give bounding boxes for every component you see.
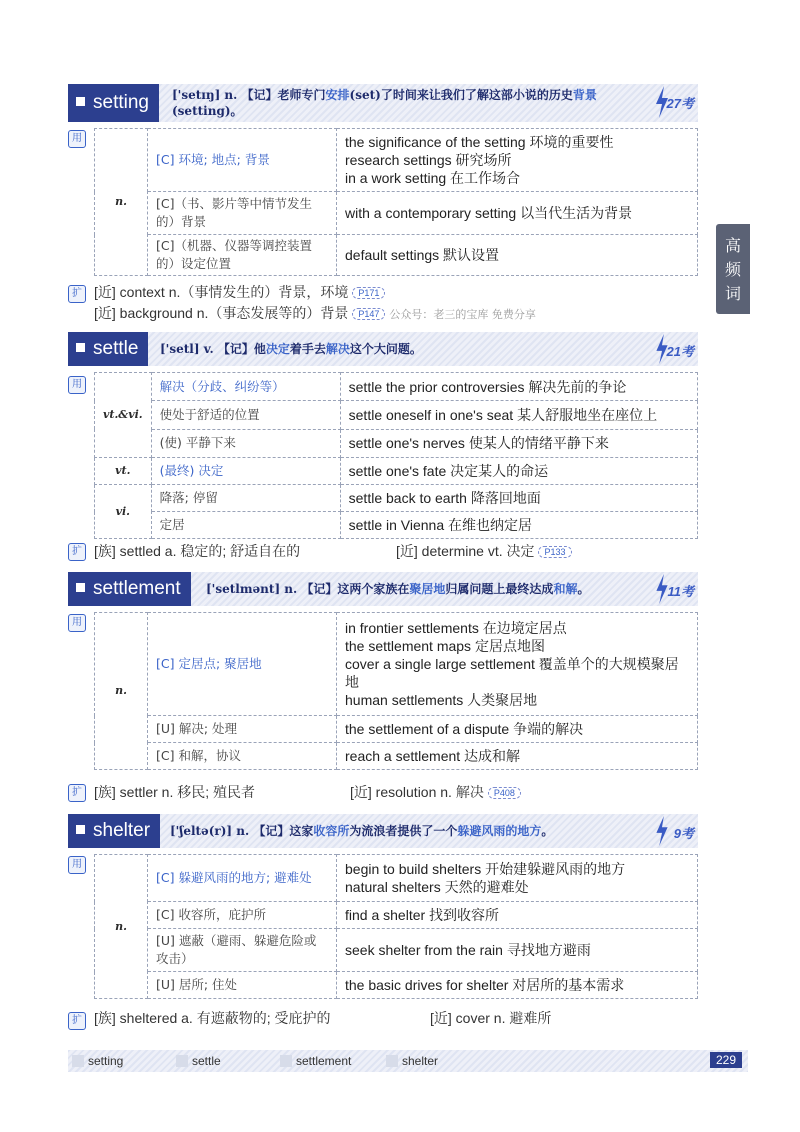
examples: seek shelter from the rain 寻找地方避雨 (337, 929, 698, 972)
examples: reach a settlement 达成和解 (337, 743, 698, 770)
side-tab-char: 高 (724, 236, 741, 255)
pronunciation-memo: ['setl] v. 【记】他决定着手去解决这个大问题。 (160, 342, 422, 356)
examples: settle one's nerves 使某人的情绪平静下来 (340, 429, 697, 457)
extension-icon: 扩 (68, 285, 86, 303)
memo-highlight-2: 背景 (572, 88, 597, 102)
part-of-speech: n. (95, 855, 148, 999)
bullet-square (76, 343, 85, 352)
meaning: [C] 和解，协议 (148, 743, 337, 770)
part-of-speech: vi. (95, 485, 152, 539)
page-ref[interactable]: P408 (488, 787, 521, 799)
meaning: [C]（书、影片等中情节发生的）背景 (148, 192, 337, 235)
exam-count: 11考 (667, 584, 694, 599)
table-row (95, 743, 698, 770)
memo-end: (setting)。 (172, 104, 243, 118)
examples: in frontier settlements 在边境定居点 the settlement maps 定居点地图 cover a single large settlement 覆盖单个的大规模聚居地 human settlements 人类聚居地 (337, 613, 698, 716)
exam-count: 27考 (666, 96, 694, 111)
meaning: 解决（分歧、纠纷等） (151, 373, 340, 401)
page-ref[interactable]: P133 (538, 546, 571, 558)
headword: shelter (93, 820, 151, 841)
bullet-square (76, 825, 85, 834)
lightning-icon (654, 816, 670, 846)
headword-box (68, 84, 159, 122)
meaning: (最终) 决定 (151, 458, 340, 485)
pronunciation-memo: ['setlmənt] n. 【记】这两个家族在聚居地归属问题上最终达成和解。 (206, 582, 590, 596)
phonetic: ['ʃeltə(r)] n. (170, 824, 250, 838)
side-tab (716, 224, 750, 314)
examples: settle oneself in one's seat 某人舒服地坐在座位上 (340, 401, 697, 429)
table-row (95, 929, 698, 972)
headword-box (68, 572, 191, 606)
table-row (95, 401, 698, 429)
phonetic: ['setlmənt] n. (206, 582, 298, 596)
table-row (95, 613, 698, 716)
meaning: [C] 定居点; 聚居地 (148, 613, 337, 716)
examples: settle back to earth 降落回地面 (340, 485, 697, 512)
table-row (95, 485, 698, 512)
extension-line: [近] cover n. 避难所 (430, 1010, 552, 1026)
meaning: [C] 收容所，庇护所 (148, 902, 337, 929)
meaning: 使处于舒适的位置 (151, 401, 340, 429)
footer-word[interactable]: settle (176, 1054, 221, 1068)
entry-header-settle (68, 332, 698, 366)
table-row (95, 235, 698, 276)
sense-table-settlement (94, 612, 698, 770)
exam-count: 9考 (673, 826, 694, 841)
examples: with a contemporary setting 以当代生活为背景 (337, 192, 698, 235)
extension-line: [近] determine vt. 决定 P133 (396, 541, 572, 561)
extension-icon: 扩 (68, 543, 86, 561)
part-of-speech: vt. (95, 458, 152, 485)
meaning: 降落; 停留 (151, 485, 340, 512)
extension-icon: 扩 (68, 784, 86, 802)
headword: settle (93, 338, 139, 359)
headword: settlement (93, 578, 181, 599)
extension-line: [族] settler n. 移民; 殖民者 (94, 784, 256, 800)
meaning: [U] 解决; 处理 (148, 716, 337, 743)
examples: begin to build shelters 开始建躲避风雨的地方 natural shelters 天然的避难处 (337, 855, 698, 902)
table-row (95, 855, 698, 902)
footer-word[interactable]: setting (72, 1054, 123, 1068)
table-row (95, 716, 698, 743)
table-row (95, 972, 698, 999)
watermark-note: 公众号：老三的宝库 免费分享 (389, 308, 536, 321)
extension-line: [族] settled a. 稳定的; 舒适自在的 (94, 543, 301, 559)
headword: setting (93, 92, 149, 113)
examples: settle in Vienna 在维也纳定居 (340, 512, 697, 539)
memo-mid: (set)了时间来让我们了解这部小说的历史 (349, 88, 573, 102)
phonetic: ['setɪŋ] n. (172, 88, 238, 102)
part-of-speech: n. (95, 129, 148, 276)
examples: default settings 默认设置 (337, 235, 698, 276)
meaning: [U] 居所; 住处 (148, 972, 337, 999)
meaning: [U] 遮蔽（避雨、躲避危险或攻击） (148, 929, 337, 972)
meaning: [C] 躲避风雨的地方; 避难处 (148, 855, 337, 902)
footer-index-bar (68, 1050, 748, 1072)
meaning: [C] 环境; 地点; 背景 (148, 129, 337, 192)
examples: find a shelter 找到收容所 (337, 902, 698, 929)
table-row (95, 373, 698, 401)
examples: the significance of the setting 环境的重要性 research settings 研究场所 in a work setting 在工作场合 (337, 129, 698, 192)
examples: settle one's fate 决定某人的命运 (340, 458, 697, 485)
entry-header-setting (68, 84, 698, 122)
side-tab-char: 词 (724, 284, 741, 303)
footer-word[interactable]: settlement (280, 1054, 351, 1068)
usage-icon: 用 (68, 130, 86, 148)
meaning: 定居 (151, 512, 340, 539)
table-row (95, 902, 698, 929)
table-row (95, 192, 698, 235)
page-number: 229 (710, 1052, 742, 1068)
pronunciation-memo: ['ʃeltə(r)] n. 【记】这家收容所为流浪者提供了一个躲避风雨的地方。 (170, 824, 554, 838)
footer-word[interactable]: shelter (386, 1054, 438, 1068)
extension-line: [近] background n.（事态发展等的）背景 P147 公众号：老三的宝库 免费分享 (94, 305, 536, 321)
pronunciation-memo (172, 87, 642, 119)
headword-box (68, 814, 160, 848)
usage-icon: 用 (68, 376, 86, 394)
meaning: (使) 平静下来 (151, 429, 340, 457)
sense-table-shelter (94, 854, 698, 999)
table-row (95, 129, 698, 192)
extension-line: [族] sheltered a. 有遮蔽物的; 受庇护的 (94, 1010, 331, 1026)
meaning: [C]（机器、仪器等调控装置的）设定位置 (148, 235, 337, 276)
bullet-square (76, 583, 85, 592)
extension-line: [近] context n.（事情发生的）背景，环境 P171 (94, 282, 385, 302)
side-tab-char: 频 (724, 260, 741, 279)
table-row (95, 512, 698, 539)
memo-highlight-1: 安排 (325, 88, 350, 102)
entry-header-settlement (68, 572, 698, 606)
examples: the basic drives for shelter 对居所的基本需求 (337, 972, 698, 999)
sense-table-settle (94, 372, 698, 539)
bullet-square (76, 97, 85, 106)
page-ref[interactable]: P171 (352, 287, 385, 299)
extension-line: [近] resolution n. 解决 P408 (350, 782, 521, 802)
examples: settle the prior controversies 解决先前的争论 (340, 373, 697, 401)
table-row (95, 429, 698, 457)
table-row (95, 458, 698, 485)
entry-header-shelter (68, 814, 698, 848)
extension-icon: 扩 (68, 1012, 86, 1030)
exam-count: 21考 (666, 344, 694, 359)
part-of-speech: n. (95, 613, 148, 770)
examples: the settlement of a dispute 争端的解决 (337, 716, 698, 743)
part-of-speech: vt.&vi. (95, 373, 152, 458)
memo-pre: 【记】老师专门 (241, 88, 326, 102)
usage-icon: 用 (68, 614, 86, 632)
page-ref[interactable]: P147 (352, 308, 385, 320)
phonetic: ['setl] v. (160, 342, 214, 356)
usage-icon: 用 (68, 856, 86, 874)
sense-table-setting (94, 128, 698, 276)
headword-box (68, 332, 148, 366)
